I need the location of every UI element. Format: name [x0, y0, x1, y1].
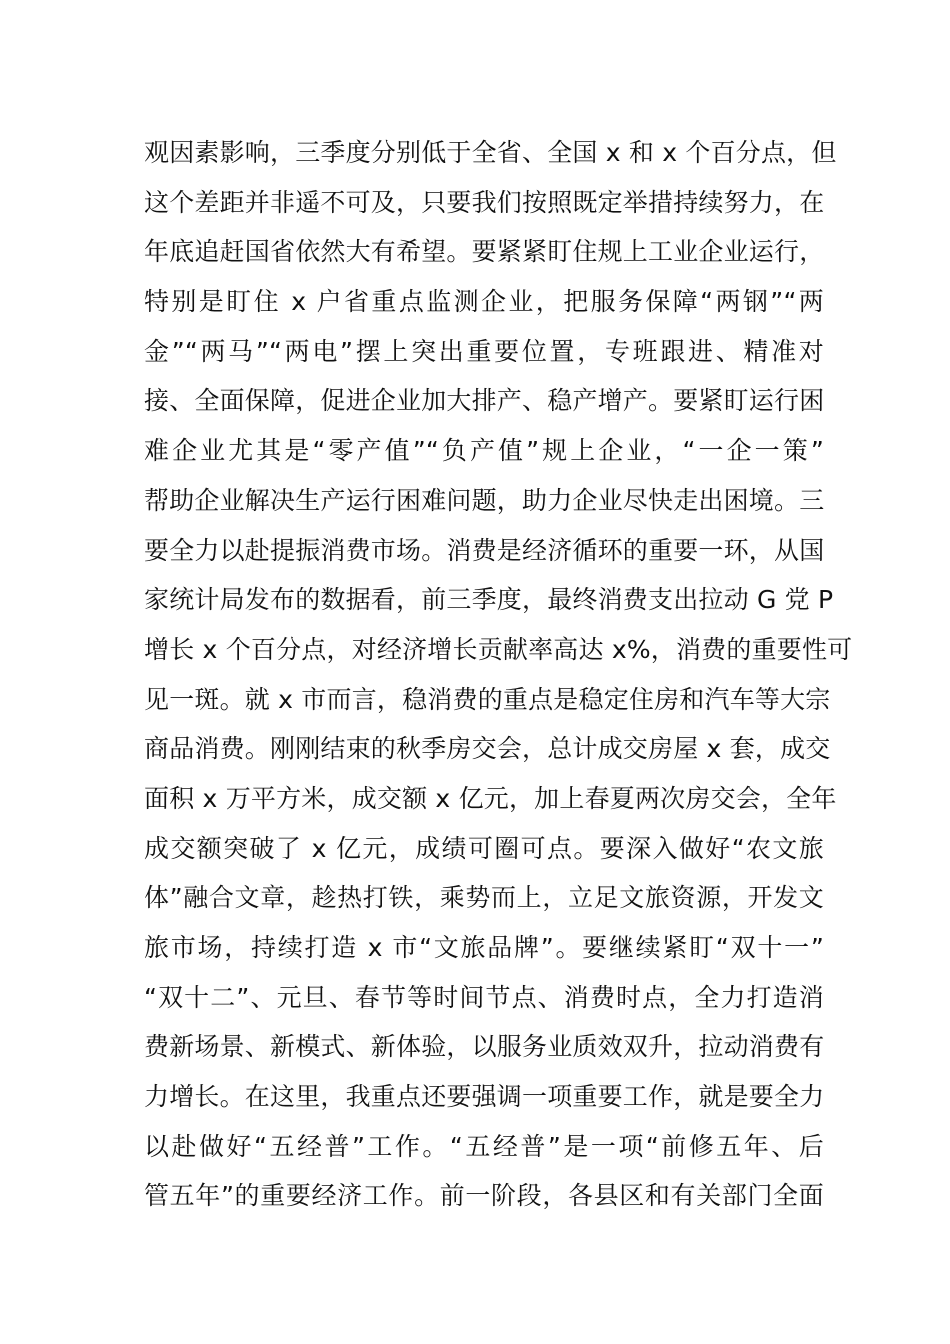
text-line: 这个差距并非遥不可及，只要我们按照既定举措持续努力，在 [144, 187, 825, 217]
text-line: 见一斑。就 x 市而言，稳消费的重点是稳定住房和汽车等大宗 [144, 684, 831, 714]
text-line: 观因素影响，三季度分别低于全省、全国 x 和 x 个百分点，但 [144, 138, 837, 167]
text-line: “双十二”、元旦、春节等时间节点、消费时点，全力打造消 [144, 982, 824, 1012]
text-line: 成交额突破了 x 亿元，成绩可圈可点。要深入做好“农文旅 [144, 833, 824, 863]
body-text [144, 128, 853, 1221]
text-line: 要全力以赴提振消费市场。消费是经济循环的重要一环，从国 [144, 535, 825, 565]
text-line: 体”融合文章，趁热打铁，乘势而上，立足文旅资源，开发文 [144, 883, 824, 913]
text-line: 接、全面保障，促进企业加大排产、稳产增产。要紧盯运行困 [144, 386, 825, 416]
text-line: 费新场景、新模式、新体验，以服务业质效双升，拉动消费有 [144, 1032, 825, 1062]
text-line: 难企业尤其是“零产值”“负产值”规上企业，“一企一策” [144, 436, 824, 466]
text-line: 年底追赶国省依然大有希望。要紧紧盯住规上工业企业运行， [144, 237, 825, 267]
text-line: 以赴做好“五经普”工作。“五经普”是一项“前修五年、后 [144, 1131, 824, 1161]
text-line: 特别是盯住 x 户省重点监测企业，把服务保障“两钢”“两 [144, 287, 824, 317]
text-line: 面积 x 万平方米，成交额 x 亿元，加上春夏两次房交会，全年 [144, 783, 837, 813]
text-line: 帮助企业解决生产运行困难问题，助力企业尽快走出困境。三 [144, 485, 825, 515]
text-line: 旅市场，持续打造 x 市“文旅品牌”。要继续紧盯“双十一” [144, 933, 824, 962]
text-line: 商品消费。刚刚结束的秋季房交会，总计成交房屋 x 套，成交 [144, 734, 831, 764]
text-line: 增长 x 个百分点，对经济增长贡献率高达 x%，消费的重要性可 [144, 634, 853, 664]
text-line: 力增长。在这里，我重点还要强调一项重要工作，就是要全力 [144, 1082, 825, 1112]
text-line: 家统计局发布的数据看，前三季度，最终消费支出拉动 G 党 P [144, 585, 834, 615]
text-line: 金”“两马”“两电”摆上突出重要位置，专班跟进、精准对 [144, 336, 824, 366]
text-line: 管五年”的重要经济工作。前一阶段，各县区和有关部门全面 [144, 1181, 824, 1211]
